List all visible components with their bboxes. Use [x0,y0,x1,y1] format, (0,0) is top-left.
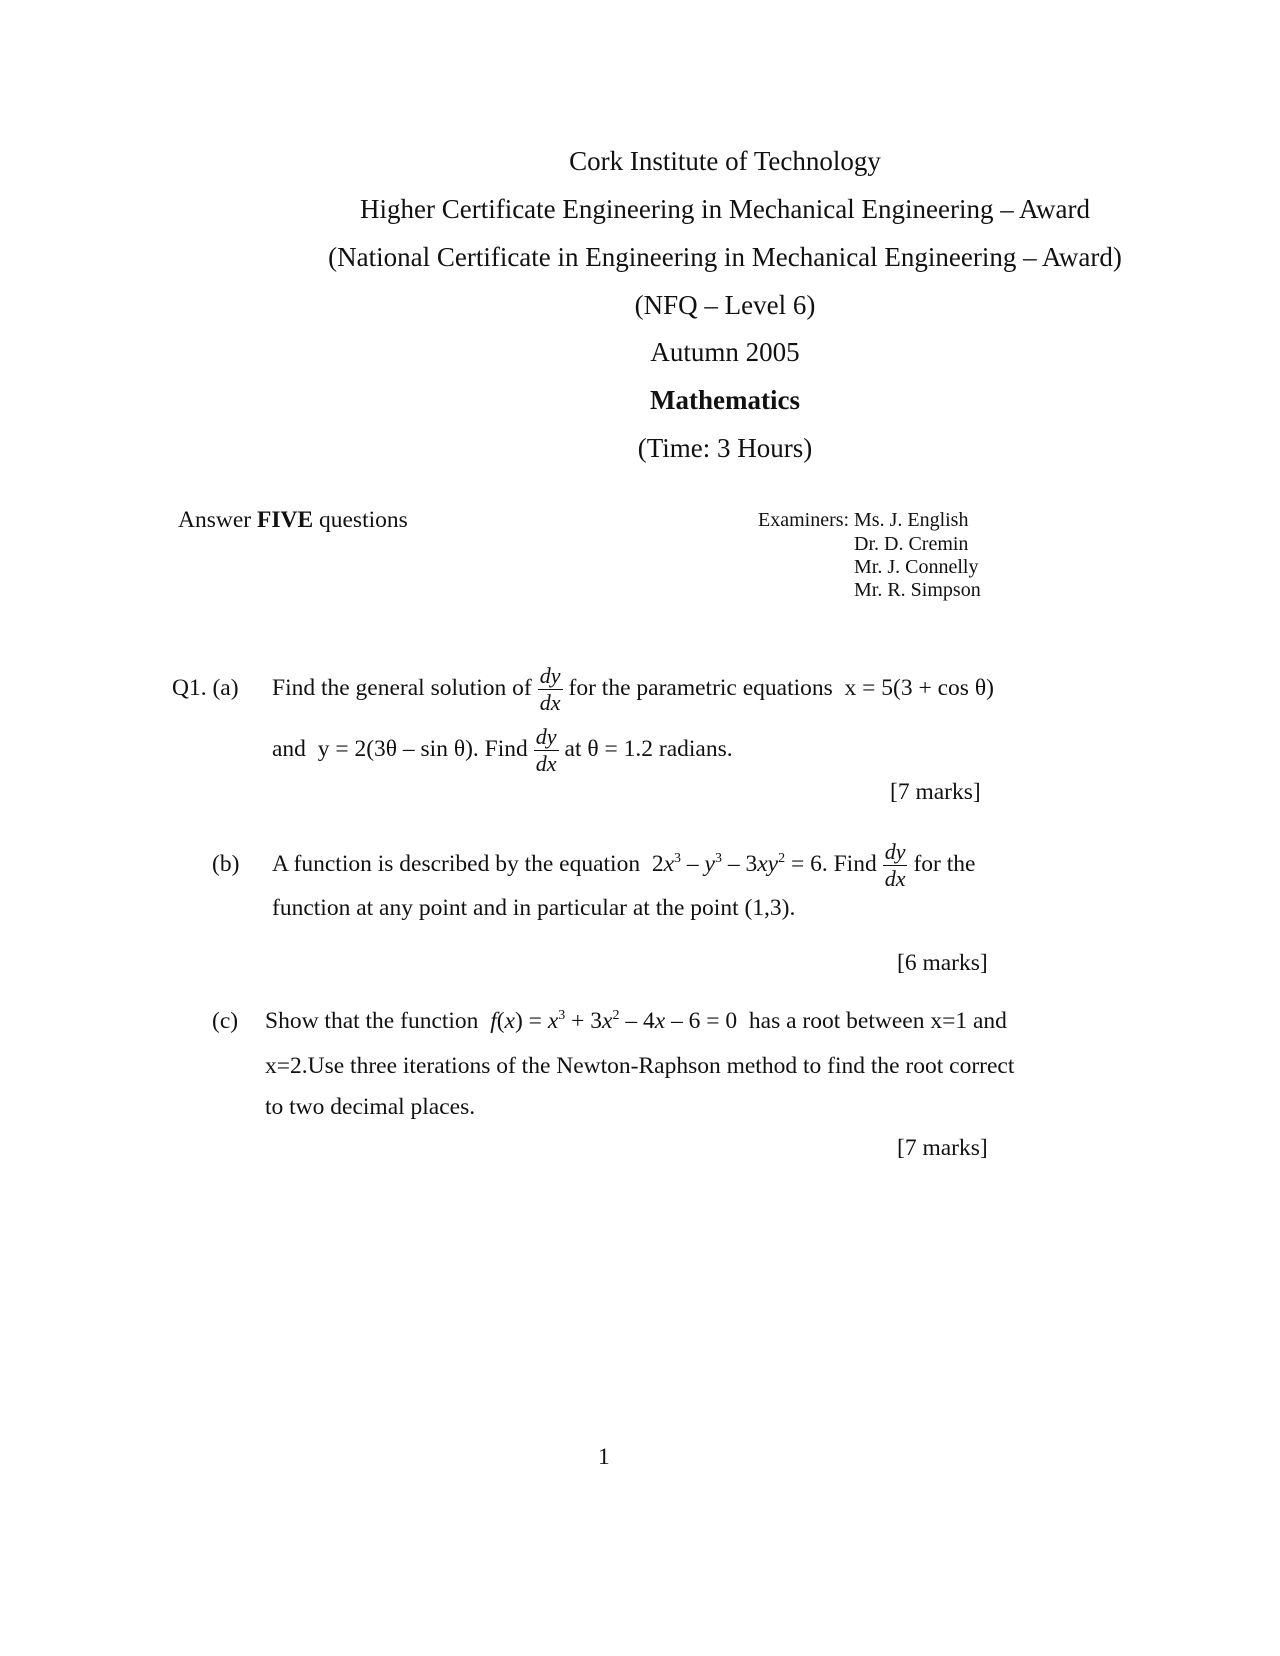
q1b-label: (b) [212,851,240,877]
examiner-name: Mr. R. Simpson [854,579,981,601]
q1a-text: and [272,736,306,762]
q1a-line1 [272,657,994,719]
programme-alt-title: (National Certificate in Engineering in Mechanical Engineering – Award) [328,242,1122,272]
q1a-label: (a) [212,675,239,701]
instruction-count: FIVE [256,507,314,533]
examiners-label: Examiners: [758,509,850,531]
derivative-fraction [534,725,559,776]
q1b-text: A function is described by the equation [272,851,641,877]
examiner-name: Mr. J. Connelly [854,556,979,578]
programme-title: Higher Certificate Engineering in Mechanical Engineering – Award [359,194,1090,224]
q1a-text: at [564,736,582,762]
q1b-line2: function at any point and in particular at the point (1,3). [272,895,796,921]
instruction-prefix: Answer [178,507,257,533]
derivative-fraction [883,840,908,891]
q1a-marks: [7 marks] [890,779,981,805]
q1b-line1 [272,833,975,895]
subject-title: Mathematics [650,385,800,415]
answer-instruction [178,505,408,535]
page-number: 1 [598,1444,610,1470]
fraction-denominator: dx [884,866,906,892]
q1-number: Q1. [172,675,207,701]
nfq-level: (NFQ – Level 6) [634,290,816,320]
q1c-marks: [7 marks] [897,1135,988,1161]
theta-value: θ = 1.2 [587,736,654,762]
question-number [172,673,239,703]
exam-duration: (Time: 3 Hours) [637,433,813,463]
examiner-name: Ms. J. English [854,509,969,531]
instruction-suffix: questions [313,507,408,533]
examiner-name: Dr. D. Cremin [854,533,969,555]
derivative-fraction [538,664,563,715]
q1b-text: for the [913,851,976,877]
fraction-denominator: dx [535,751,557,777]
fraction-numerator: dy [535,724,557,750]
q1c-text: Show that the function [265,1008,479,1034]
q1b-text: . Find [821,851,877,877]
q1c-label: (c) [212,1008,239,1034]
q1a-line2 [272,718,733,780]
q1b-marks: [6 marks] [897,950,988,976]
q1a-text: radians. [658,736,733,762]
q1c-line3: to two decimal places. [265,1094,476,1120]
fraction-numerator: dy [884,839,906,865]
q1c-line2: x=2.Use three iterations of the Newton-Raphson method to find the root correct [265,1053,1015,1079]
q1a-text: for the parametric equations [568,675,833,701]
exam-session: Autumn 2005 [650,337,800,367]
fraction-denominator: dx [539,690,561,716]
parametric-equation-y: y = 2(3θ – sin θ) [317,736,473,762]
fraction-numerator: dy [539,663,561,689]
q1c-line1 [265,1006,1007,1036]
polynomial-equation: $f(x) = x^3 + 3x^2 - 4x - 6 = 0$ [490,1008,738,1034]
parametric-equation-x: x = 5(3 + cos θ) [844,675,994,701]
q1c-text: has a root between x=1 and [748,1008,1007,1034]
implicit-equation: $2x^3 - y^3 - 3xy^2 = 6$ [651,851,822,877]
institution-title: Cork Institute of Technology [569,146,881,176]
q1a-text: Find the general solution of [272,675,532,701]
q1a-text: . Find [472,736,528,762]
